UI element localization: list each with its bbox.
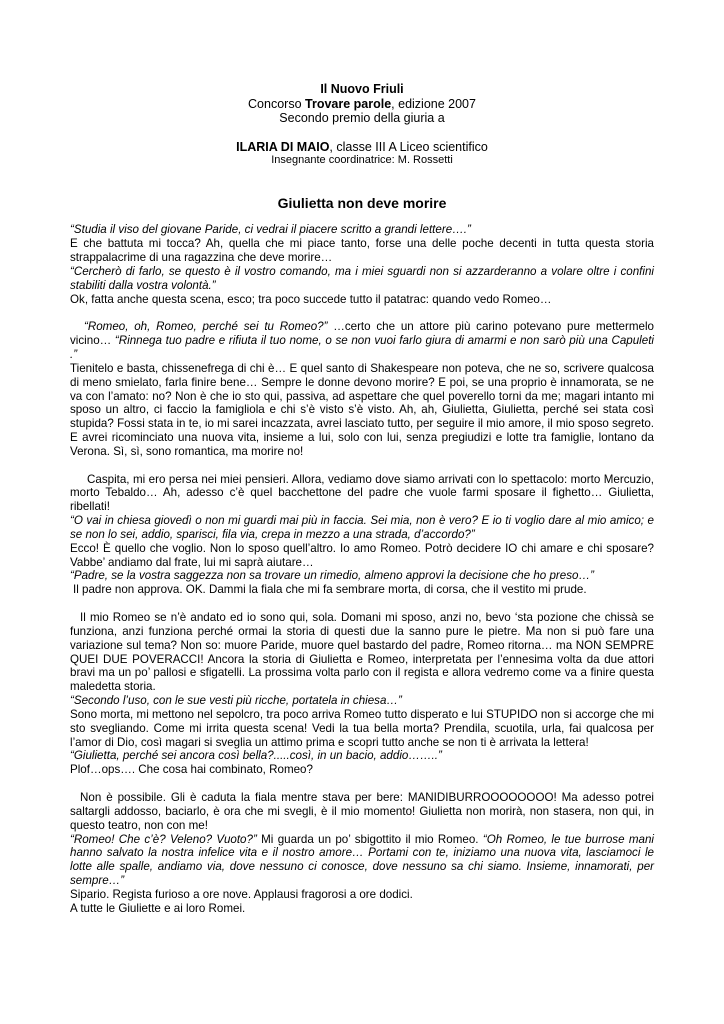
paragraph: Tienitelo e basta, chissenefrega di chi è… E quel santo di Shakespeare non poteva, che ne so, scrivere qualcosa di meno smielato, farla finire bene… Sempre le donne devono morire? E poi, se una proprio è innamorata, se ne va con l’amato: no? Non è che io sto qui, passiva, ad aspettare che quel poverello torni da me; magari intanto mi sposo un altro, ci faccio la famigliola e chi s’è visto s’è visto. Ah, ah, Giulietta, Giulietta, perché sei stata così stupida? Fossi stata in te, io mi sarei incazzata, avrei lasciato tutto, per seguire il mio amore, il mio sposo segreto. E avrei ricominciato una nuova vita, insieme a lui, solo con lui, senza pregiudizi e lotte tra famiglie, lontano da Verona. Sì, sì, sono romantica, ma morire no! <box>70 361 654 458</box>
quote: “Rinnega tuo padre e rifiuta il tuo nome, o se non vuoi farlo giura di amarmi e non sarò più una Capuleti .” <box>70 334 654 361</box>
quote: “Oh Romeo, le tue burrose mani hanno salvato la nostra infelice vita e il nostro amore… Portami con te, iniziamo una nuova vita, lasciamoci le lotte alle spalle, andiamo via, dove nessuno ci conosce, dove nessuno sa chi siamo. Insieme, innamorati, per sempre…” <box>70 832 654 888</box>
header-publication: Il Nuovo Friuli <box>320 82 404 96</box>
header-prize: Secondo premio della giuria a <box>279 111 445 126</box>
quote: “O vai in chiesa giovedì o non mi guardi mai più in faccia. Sei mia, non è vero? E io ti voglio dare al mio amico; e se non lo sei, addio, sparisci, fila via, crepa in mezzo a una strada, d’accordo?” <box>70 514 654 541</box>
quote: “Cercherò di farlo, se questo è il vostro comando, ma i miei sguardi non si azzarderanno a volare oltre i confini stabiliti dalla vostra volontà.” <box>70 264 654 292</box>
document-page <box>70 82 654 916</box>
paragraph: Non è possibile. Gli è caduta la fiala mentre stava per bere: MANIDIBURROOOOOOOO! Ma adesso potrei saltargli addosso, baciarlo, è ora che mi svegli, è il mio momento! Giulietta non morirà, non stasera, non qui, in questo teatro, non con me! <box>70 790 654 832</box>
quote: “Romeo! Che c’è? Veleno? Vuoto?” <box>70 832 257 846</box>
paragraph: Il padre non approva. OK. Dammi la fiala che mi fa sembrare morta, di corsa, che il vestito mi prude. <box>73 583 587 597</box>
paragraph: Ok, fatta anche questa scena, esco; tra poco succede tutto il patatrac: quando vedo Romeo… <box>70 292 552 306</box>
document-title: Giulietta non deve morire <box>277 195 447 212</box>
header-contest <box>70 97 654 112</box>
paragraph <box>70 320 654 362</box>
paragraph: Ecco! È quello che voglio. Non lo sposo quell’altro. Io amo Romeo. Potrò decidere IO chi amare e chi sposare? Vabbe’ andiamo dal frate, lui mi saprà aiutare… <box>70 541 654 569</box>
quote: “Padre, se la vostra saggezza non sa trovare un rimedio, almeno approvi la decisione che ho preso…” <box>70 569 594 583</box>
quote: “Romeo, oh, Romeo, perché sei tu Romeo?” <box>84 320 328 334</box>
header-author-line <box>70 140 654 155</box>
document-header <box>70 82 654 167</box>
header-author-name: ILARIA DI MAIO <box>236 139 330 154</box>
document-body <box>70 223 654 915</box>
paragraph: Caspita, mi ero persa nei miei pensieri. Allora, vediamo dove siamo arrivati con lo spettacolo: morto Mercuzio, morto Tebaldo… Ah, adesso c’è quel bacchettone del padre che vuole farmi sposare il fighetto… Giulietta, ribellati! <box>70 472 654 514</box>
paragraph: E che battuta mi tocca? Ah, quella che mi piace tanto, forse una delle poche decenti in tutta questa storia strappalacrime di una ragazzina che deve morire… <box>70 237 654 265</box>
paragraph <box>70 514 654 542</box>
paragraph: Sono morta, mi mettono nel sepolcro, tra poco arriva Romeo tutto disperato e lui STUPIDO non si accorge che mi sto svegliando. Come mi irrita questa scena! Vedi la tua bella morta? Prendila, scuotila, urla, fai qualcosa per l’amor di Dio, così magari si sveglia un attimo prima e scopri tutto anche se non ti è arrivata la lettera! <box>70 707 654 749</box>
text-run: …certo che un attore più carino potevano pure mettermelo vicino… <box>70 320 654 348</box>
paragraph <box>70 569 654 583</box>
paragraph <box>70 265 654 293</box>
header-contest-name: Trovare parole <box>305 96 392 111</box>
paragraph <box>70 223 654 237</box>
paragraph <box>70 833 654 888</box>
paragraph: Il mio Romeo se n’è andato ed io sono qui, sola. Domani mi sposo, anzi no, bevo ‘sta pozione che chissà se funziona, anzi funziona perché ormai la storia di questi due la sanno pure le pietre. Ma non si può fare una variazione sul tema? Non so: muore Paride, muore quel bastardo del padre, Romeo ritorna… ma NON SEMPRE QUEI DUE POVERACCI! Ancora la storia di Giulietta e Romeo, interpretata per l’ennesima volta da due attori bravi ma un po’ pallosi e sfigatelli. La prossima volta parlo con il regista e allora vedremo come va a finire questa maledetta storia. <box>70 611 654 694</box>
paragraph: A tutte le Giuliette e ai loro Romei. <box>70 901 246 915</box>
quote: “Secondo l’uso, con le sue vesti più ricche, portatela in chiesa…” <box>70 694 402 708</box>
quote: “Giulietta, perché sei ancora così bella?.....così, in un bacio, addio……..” <box>70 749 442 763</box>
paragraph <box>70 749 654 763</box>
paragraph: Sipario. Regista furioso a ore nove. Applausi fragorosi a ore dodici. <box>70 887 413 901</box>
header-contest-prefix: Concorso <box>248 96 306 111</box>
quote: “Studia il viso del giovane Paride, ci vedrai il piacere scritto a grandi lettere….” <box>70 223 471 237</box>
paragraph: Plof…ops…. Che cosa hai combinato, Romeo? <box>70 763 313 777</box>
header-author-class: , classe III A Liceo scientifico <box>329 139 488 154</box>
paragraph <box>70 694 654 708</box>
text-run: Mi guarda un po’ sbigottito il mio Romeo. <box>256 832 483 846</box>
header-contest-edition: , edizione 2007 <box>391 96 476 111</box>
header-teacher: Insegnante coordinatrice: M. Rossetti <box>271 154 453 167</box>
